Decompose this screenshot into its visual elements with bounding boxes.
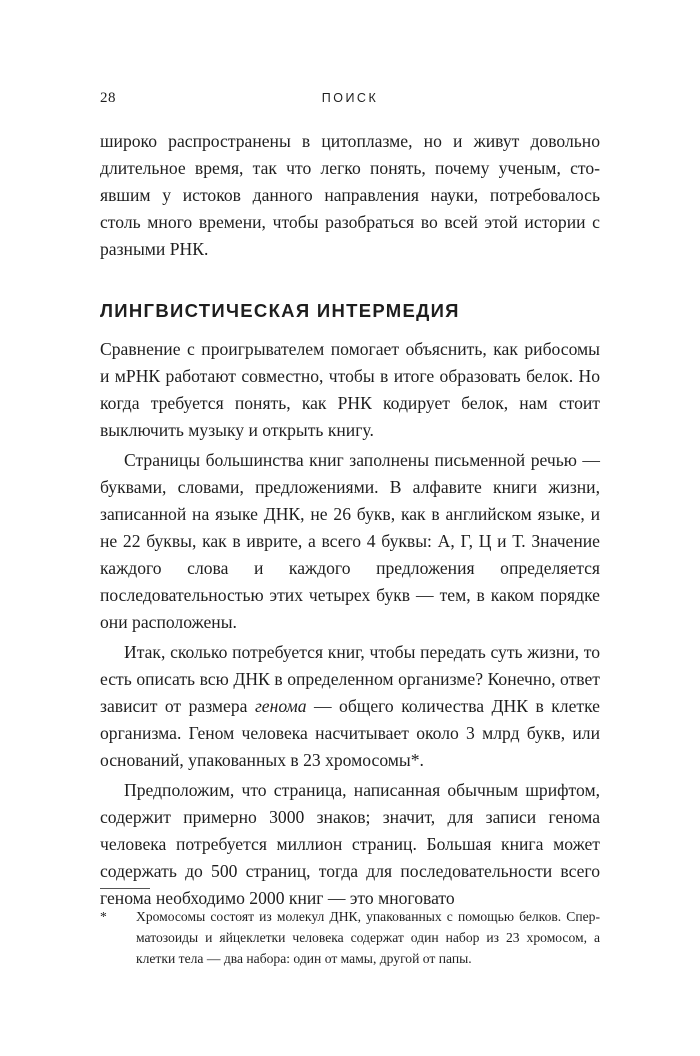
footnote-text: Хромосомы состоят из молекул ДНК, упакованных с помощью белков. Сперматозоиды и яйцеклетки человека содержат один набор из 23 хромосом, а клетки тела — два набора: один от мамы, другой от папы. — [136, 909, 600, 966]
genome-term: генома — [254, 696, 307, 716]
paragraph-3-before: Итак, сколько потребуется книг, чтобы передать суть жизни, то есть описать всю ДНК в определенном организме? Конечно, ответ зависит от размера — [100, 642, 600, 716]
page-number: 28 — [100, 90, 116, 106]
paragraph-4: Предположим, что страница, написанная обычным шрифтом, содержит примерно 3000 знаков; значит, для записи генома человека потребуется миллион страниц. Большая книга может содержать до 500 страниц, тогда для последовательности всего генома необходимо 2000 книг — это многовато — [100, 780, 600, 908]
section-body — [100, 336, 600, 912]
paragraph-3 — [100, 639, 600, 774]
footnote-divider — [100, 888, 150, 889]
footnote — [100, 906, 600, 969]
footnote-marker: * — [100, 909, 107, 924]
running-head — [100, 90, 600, 114]
intro-text — [100, 128, 600, 263]
paragraph-3-after: — общего количества ДНК в клетке организма. Геном человека насчитывает около 3 млрд букв, или оснований, упакованных в 23 хромосомы*. — [100, 696, 600, 770]
paragraph-1: Сравнение с проигрывателем помогает объяснить, как рибосомы и мРНК работают совместно, чтобы в итоге образовать белок. Но когда требуется понять, как РНК кодирует белок, нам стоит выключить музыку и открыть книгу. — [100, 339, 600, 440]
paragraph-2: Страницы большинства книг заполнены письменной речью — буквами, словами, предложениями. В алфавите книги жизни, записанной на языке ДНК, не 26 букв, как в английском языке, и не 22 буквы, как в иврите, а всего 4 буквы: А, Г, Ц и Т. Значение каждого слова и каждого предложения определяется последовательностью этих четырех букв — тем, в каком порядке они расположены. — [100, 450, 600, 632]
intro-paragraph: широко распространены в цитоплазме, но и живут довольно длительное время, так что легко понять, почему ученым, стоявшим у истоков данного направления науки, потребовалось столь много времени, чтобы разобраться во всей этой истории с разными РНК. — [100, 131, 600, 259]
chapter-title: ПОИСК — [321, 91, 379, 105]
section-heading: ЛИНГВИСТИЧЕСКАЯ ИНТЕРМЕДИЯ — [100, 300, 460, 321]
